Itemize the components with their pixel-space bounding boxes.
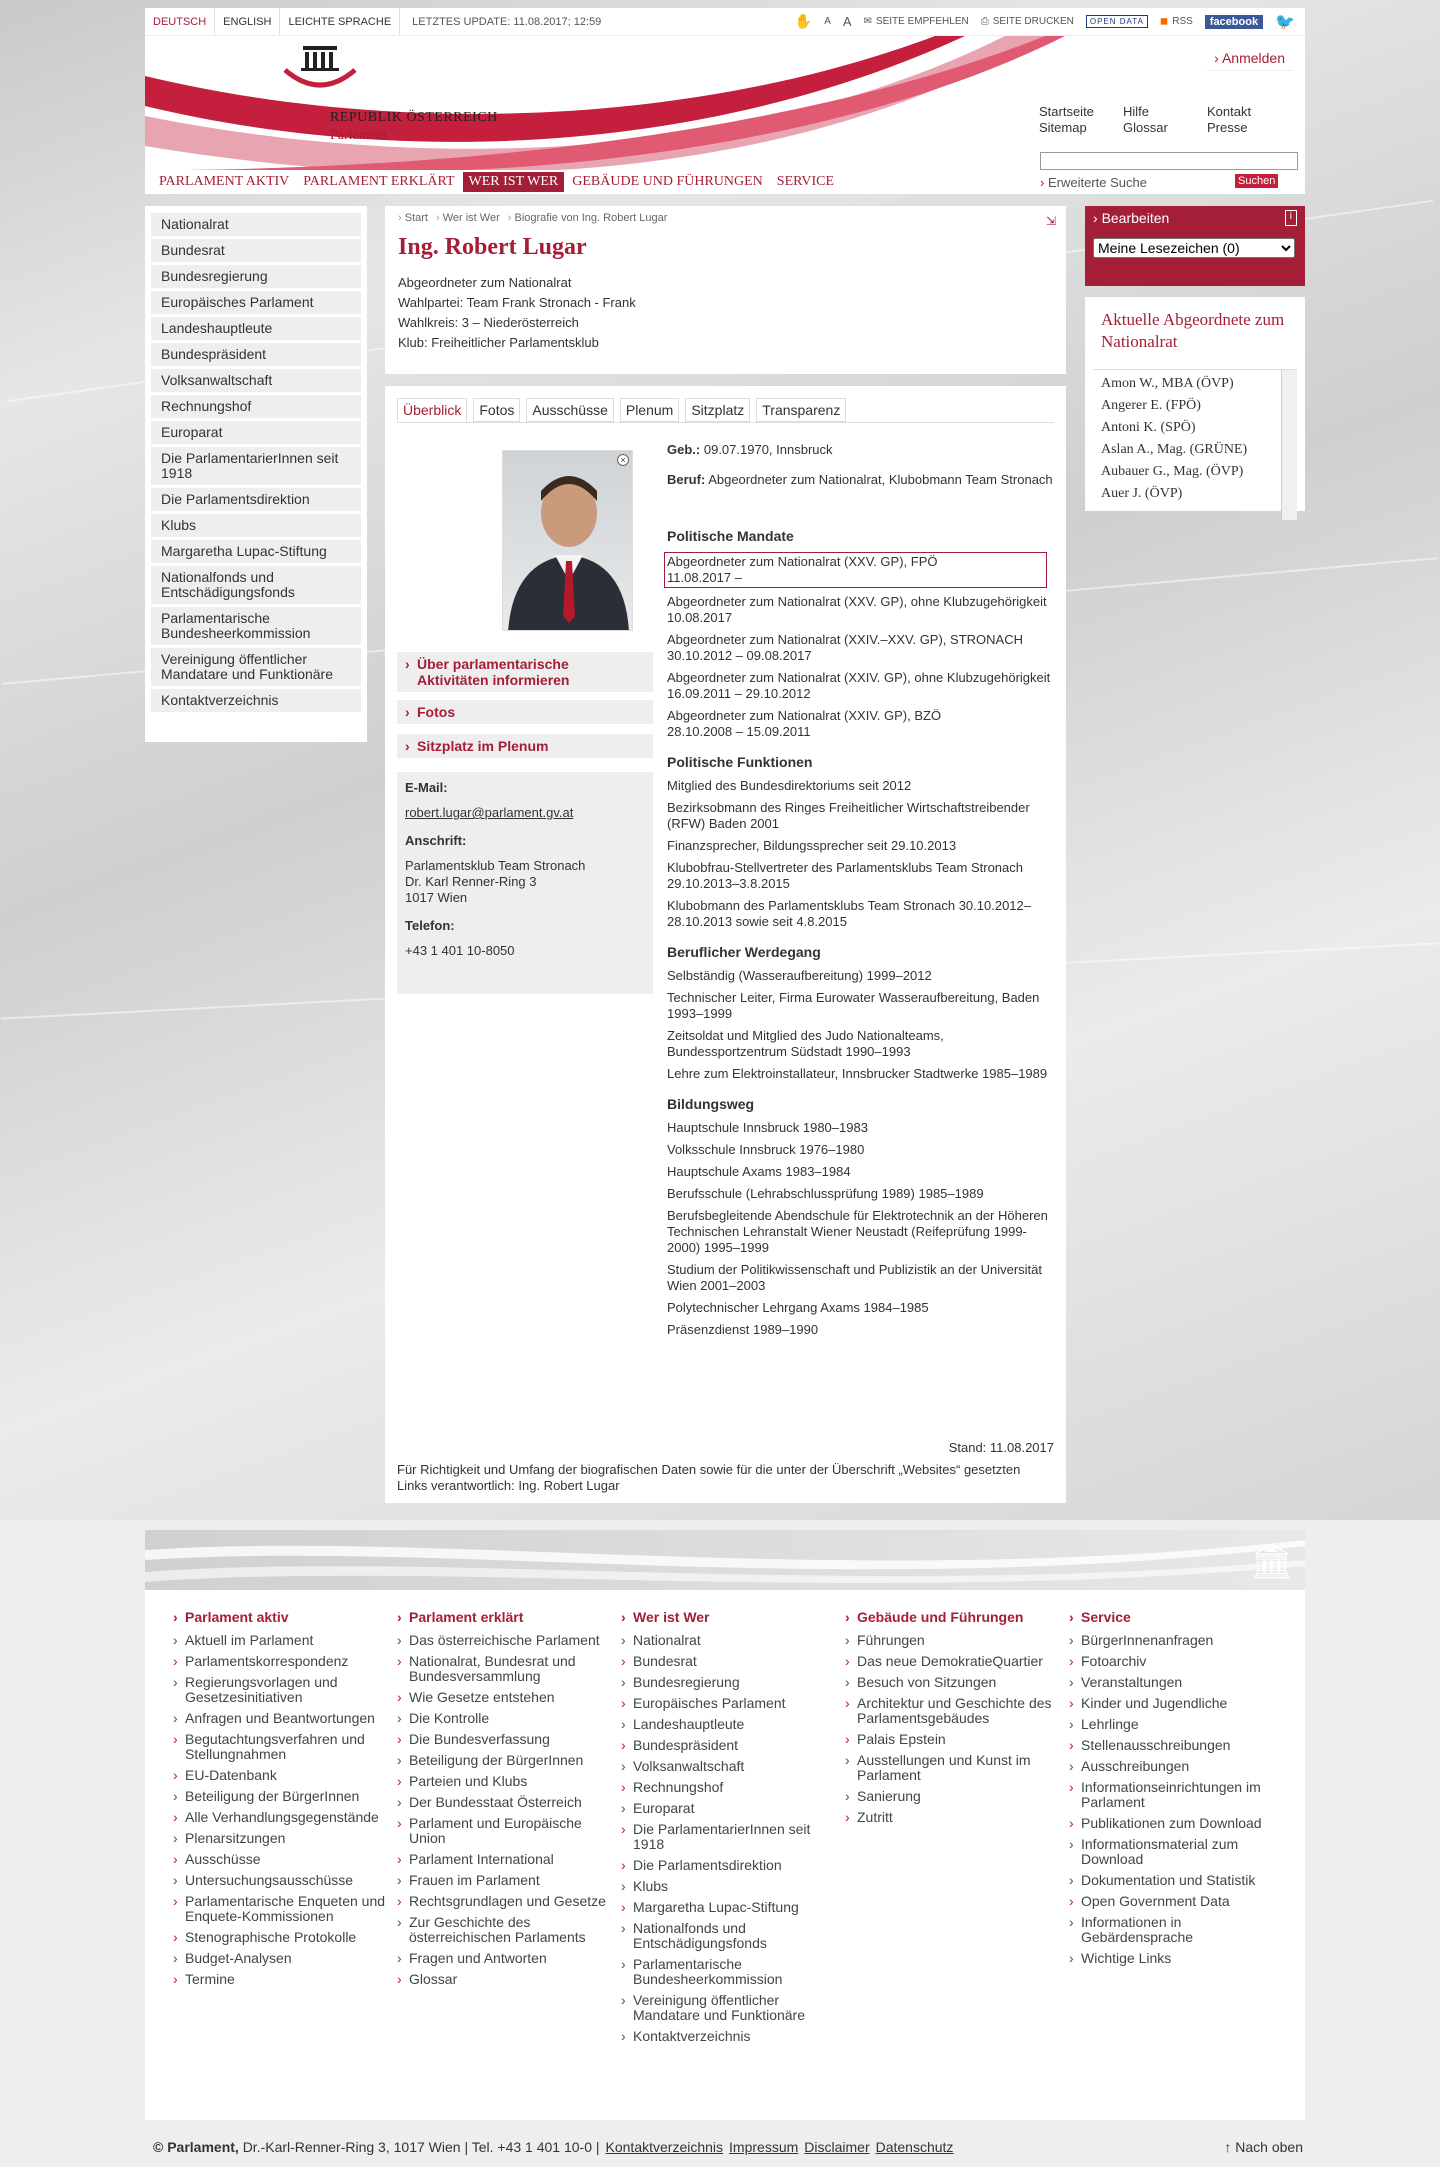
- sidebar-item-europarat[interactable]: Europarat: [151, 421, 361, 444]
- rss-link[interactable]: [1160, 16, 1193, 27]
- footer-link[interactable]: › Termine: [173, 1972, 397, 1987]
- person-district: Wahlkreis: 3 – Niederösterreich: [398, 315, 579, 330]
- footer-column: [1069, 1610, 1293, 2050]
- bottom-link-datenschutz[interactable]: Datenschutz: [875, 2139, 954, 2155]
- sidebar-item-kontakt[interactable]: Kontaktverzeichnis: [151, 689, 361, 712]
- footer-link[interactable]: › Zutritt: [845, 1810, 1069, 1825]
- footer-link[interactable]: › Margaretha Lupac-Stiftung: [621, 1900, 845, 1915]
- footer-link[interactable]: › Frauen im Parlament: [397, 1873, 621, 1888]
- education-heading: Bildungsweg: [667, 1096, 755, 1112]
- tab-transparency[interactable]: Transparenz: [756, 398, 846, 422]
- crumb-wer-ist-wer[interactable]: › Wer ist Wer: [436, 212, 500, 224]
- footer-link[interactable]: › Informationen in Gebärdensprache: [1069, 1915, 1293, 1945]
- search-button[interactable]: Suchen: [1235, 174, 1278, 188]
- footer-link[interactable]: › Parlament International: [397, 1852, 621, 1867]
- member-item[interactable]: Amon W., MBA (ÖVP): [1101, 376, 1234, 391]
- portrait-photo[interactable]: [502, 450, 633, 631]
- career-item: Technischer Leiter, Firma Eurowater Wasseraufbereitung, Baden 1993–1999: [667, 990, 1040, 1021]
- top-bar: [145, 8, 1305, 36]
- recommend-button[interactable]: [864, 16, 969, 27]
- footer-link[interactable]: › Glossar: [397, 1972, 621, 1987]
- parliament-logo-icon[interactable]: [275, 40, 365, 90]
- footer-link[interactable]: › Besuch von Sitzungen: [845, 1675, 1069, 1690]
- address-line: 1017 Wien: [405, 890, 468, 905]
- footer-parliament-icon: 🏛: [1249, 1543, 1293, 1581]
- back-to-top-link[interactable]: [1224, 2139, 1303, 2155]
- header-links: [1039, 104, 1291, 136]
- footer-link[interactable]: › Ausstellungen und Kunst im Parlament: [845, 1753, 1069, 1783]
- sidebar-item-parlamentsdirektion[interactable]: Die Parlamentsdirektion: [151, 488, 361, 511]
- footer-link[interactable]: › Volksanwaltschaft: [621, 1759, 845, 1774]
- footer-link[interactable]: › Parlamentarische Bundesheerkommission: [621, 1957, 845, 1987]
- copyright-address: Dr.-Karl-Renner-Ring 3, 1017 Wien | Tel. +43 1 401 10-0 |: [242, 2139, 600, 2155]
- sidebar-item-parlamentarierinnen[interactable]: Die ParlamentarierInnen seit 1918: [151, 447, 361, 485]
- link-presse[interactable]: Presse: [1207, 120, 1248, 135]
- footer-link[interactable]: › Veranstaltungen: [1069, 1675, 1293, 1690]
- toolbar: [795, 12, 1305, 32]
- breadcrumb: [398, 212, 1053, 224]
- page-title: Ing. Robert Lugar: [398, 234, 587, 260]
- chevron-right-icon: ›: [1093, 210, 1102, 226]
- career-item: Selbständig (Wasseraufbereitung) 1999–2012: [667, 968, 932, 983]
- tab-overview[interactable]: Überblick: [397, 398, 467, 422]
- footer-column: [621, 1610, 845, 2050]
- nav-parlament-aktiv[interactable]: PARLAMENT AKTIV: [159, 174, 290, 189]
- arrow-up-icon: ↑: [1224, 2139, 1236, 2155]
- portrait-image: [503, 451, 633, 631]
- bottom-bar: [153, 2139, 1303, 2155]
- mandate-title: Abgeordneter zum Nationalrat (XXIV. GP), ohne Klubzugehörigkeit: [667, 670, 1051, 685]
- email-label: E-Mail:: [405, 780, 448, 795]
- footer-link[interactable]: › Zur Geschichte des österreichischen Parlaments: [397, 1915, 621, 1945]
- rss-icon: ◼: [1159, 16, 1169, 27]
- footer-link[interactable]: › Wichtige Links: [1069, 1951, 1293, 1966]
- lang-easy[interactable]: LEICHTE SPRACHE: [280, 8, 400, 35]
- footer-column: [397, 1610, 621, 2050]
- logo-line1: REPUBLIK ÖSTERREICH: [330, 110, 498, 125]
- career-heading: Beruflicher Werdegang: [667, 944, 821, 960]
- print-label: SEITE DRUCKEN: [992, 16, 1074, 27]
- nav-wer-ist-wer[interactable]: WER IST WER: [463, 172, 565, 192]
- biography: [667, 442, 1057, 1344]
- footer-link[interactable]: › Der Bundesstaat Österreich: [397, 1795, 621, 1810]
- mandate-item: [667, 632, 1057, 664]
- edit-title[interactable]: [1093, 210, 1169, 226]
- footer-link[interactable]: › Lehrlinge: [1069, 1717, 1293, 1732]
- footer-link[interactable]: › Informationseinrichtungen im Parlament: [1069, 1780, 1293, 1810]
- footer-link[interactable]: › Das neue DemokratieQuartier: [845, 1654, 1069, 1669]
- sidebar: [145, 206, 367, 742]
- current-members-box: [1085, 297, 1305, 511]
- footer-columns: [173, 1610, 1293, 2050]
- footer-link[interactable]: › Palais Epstein: [845, 1732, 1069, 1747]
- footer-link[interactable]: › Budget-Analysen: [173, 1951, 397, 1966]
- job: [667, 472, 1057, 488]
- career-item: Zeitsoldat und Mitglied des Judo Nationalteams, Bundessportzentrum Südstadt 1990–1993: [667, 1028, 944, 1059]
- footer-link[interactable]: › Parlament und Europäische Union: [397, 1816, 621, 1846]
- mandate-title: Abgeordneter zum Nationalrat (XXV. GP), FPÖ: [667, 554, 938, 569]
- disclaimer: Für Richtigkeit und Umfang der biografischen Daten sowie für die unter der Überschrift „Websites“ gesetzten Links verantwortlich: Ing. Robert Lugar: [397, 1462, 1021, 1493]
- print-icon: ⎙: [980, 16, 989, 27]
- footer-link[interactable]: › Aktuell im Parlament: [173, 1633, 397, 1648]
- member-item[interactable]: Angerer E. (FPÖ): [1101, 398, 1201, 413]
- font-small-button[interactable]: A: [824, 16, 831, 27]
- font-large-button[interactable]: A: [842, 14, 852, 29]
- bookmark-icon[interactable]: ⇲: [1045, 214, 1056, 228]
- footer-link[interactable]: › Sanierung: [845, 1789, 1069, 1804]
- footer-link[interactable]: › EU-Datenbank: [173, 1768, 397, 1783]
- link-startseite[interactable]: Startseite: [1039, 104, 1094, 119]
- footer-link[interactable]: › Anfragen und Beantwortungen: [173, 1711, 397, 1726]
- footer-link[interactable]: › Bundesregierung: [621, 1675, 845, 1690]
- login-label: Anmelden: [1221, 50, 1285, 66]
- footer-column-title[interactable]: › Wer ist Wer: [621, 1610, 845, 1625]
- lang-german[interactable]: DEUTSCH: [145, 8, 215, 35]
- footer-link[interactable]: › Fragen und Antworten: [397, 1951, 621, 1966]
- footer-link[interactable]: › Architektur und Geschichte des Parlamentsgebäudes: [845, 1696, 1069, 1726]
- education-item: Studium der Politikwissenschaft und Publizistik an der Universität Wien 2001–2003: [667, 1262, 1043, 1293]
- footer-link[interactable]: › Die Kontrolle: [397, 1711, 621, 1726]
- member-item[interactable]: Aslan A., Mag. (GRÜNE): [1101, 442, 1248, 457]
- person-summary: [398, 273, 1053, 353]
- crumb-current: › Biografie von Ing. Robert Lugar: [508, 212, 668, 224]
- link-kontakt[interactable]: Kontakt: [1207, 104, 1252, 119]
- footer-link[interactable]: › Die Bundesverfassung: [397, 1732, 621, 1747]
- footer-link[interactable]: › Fotoarchiv: [1069, 1654, 1293, 1669]
- facebook-link[interactable]: facebook: [1205, 15, 1263, 29]
- footer: [145, 1530, 1305, 2120]
- function-item: Bezirksobmann des Ringes Freiheitlicher Wirtschaftstreibender (RFW) Baden 2001: [667, 800, 1030, 831]
- footer-link[interactable]: › Rechtsgrundlagen und Gesetze: [397, 1894, 621, 1909]
- sidebar-item-bundesheerkommission[interactable]: Parlamentarische Bundesheerkommission: [151, 607, 361, 645]
- sidebar-item-volksanwaltschaft[interactable]: Volksanwaltschaft: [151, 369, 361, 392]
- rss-label: RSS: [1172, 16, 1193, 27]
- footer-link[interactable]: › Ausschüsse: [173, 1852, 397, 1867]
- mandate-date: 30.10.2012 – 09.08.2017: [667, 648, 812, 663]
- member-item[interactable]: Auer J. (ÖVP): [1101, 486, 1183, 501]
- career-item: Lehre zum Elektroinstallateur, Innsbrucker Stadtwerke 1985–1989: [667, 1066, 1048, 1081]
- footer-link[interactable]: › Publikationen zum Download: [1069, 1816, 1293, 1831]
- close-icon[interactable]: ×: [617, 454, 629, 466]
- search-box: [1030, 148, 1305, 194]
- email-link[interactable]: robert.lugar@parlament.gv.at: [405, 805, 574, 820]
- address-line: Dr. Karl Renner-Ring 3: [405, 874, 537, 889]
- footer-link[interactable]: › Nationalfonds und Entschädigungsfonds: [621, 1921, 845, 1951]
- mandate-date: 28.10.2008 – 15.09.2011: [667, 724, 811, 739]
- footer-link[interactable]: › BürgerInnenanfragen: [1069, 1633, 1293, 1648]
- footer-link[interactable]: › Parteien und Klubs: [397, 1774, 621, 1789]
- back-to-top-label: Nach oben: [1235, 2139, 1303, 2155]
- edit-box: [1085, 206, 1305, 286]
- sidebar-item-bundespraesident[interactable]: Bundespräsident: [151, 343, 361, 366]
- mail-icon: ✉: [863, 16, 872, 27]
- birth: [667, 442, 1057, 458]
- seat-button[interactable]: › Sitzplatz im Plenum: [397, 734, 653, 758]
- footer-link[interactable]: › Parlamentarische Enqueten und Enquete-Kommissionen: [173, 1894, 397, 1924]
- footer-link[interactable]: › Open Government Data: [1069, 1894, 1293, 1909]
- address-line: Parlamentsklub Team Stronach: [405, 858, 586, 873]
- footer-column-title[interactable]: › Service: [1069, 1610, 1293, 1625]
- education-item: Berufsbegleitende Abendschule für Elektrotechnik an der Höheren Technischen Lehranstalt Wiener Neustadt (Reifeprüfung 1999-2000) 1995–1999: [667, 1208, 1048, 1255]
- photos-button[interactable]: › Fotos: [397, 700, 653, 724]
- footer-link[interactable]: › Dokumentation und Statistik: [1069, 1873, 1293, 1888]
- sidebar-item-vereinigung[interactable]: Vereinigung öffentlicher Mandatare und Funktionäre: [151, 648, 361, 686]
- function-item: Mitglied des Bundesdirektoriums seit 2012: [667, 778, 912, 793]
- education-item: Berufsschule (Lehrabschlussprüfung 1989) 1985–1989: [667, 1186, 984, 1201]
- tab-plenary[interactable]: Plenum: [620, 398, 679, 422]
- copyright-label: © Parlament,: [153, 2139, 239, 2155]
- footer-column-title[interactable]: › Gebäude und Führungen: [845, 1610, 1069, 1625]
- birth-label: Geb.:: [667, 442, 701, 457]
- footer-link[interactable]: › Plenarsitzungen: [173, 1831, 397, 1846]
- footer-link[interactable]: › Wie Gesetze entstehen: [397, 1690, 621, 1705]
- footer-column-title[interactable]: › Parlament erklärt: [397, 1610, 621, 1625]
- info-icon[interactable]: i: [1285, 210, 1297, 226]
- education-item: Volksschule Innsbruck 1976–1980: [667, 1142, 865, 1157]
- person-club: Klub: Freiheitlicher Parlamentsklub: [398, 335, 599, 350]
- sidebar-item-rechnungshof[interactable]: Rechnungshof: [151, 395, 361, 418]
- footer-link[interactable]: › Alle Verhandlungsgegenstände: [173, 1810, 397, 1825]
- mandate-item: [667, 670, 1057, 702]
- footer-link[interactable]: › Ausschreibungen: [1069, 1759, 1293, 1774]
- tab-photos[interactable]: Fotos: [473, 398, 520, 422]
- footer-link[interactable]: › Europarat: [621, 1801, 845, 1816]
- footer-link[interactable]: › Bundesrat: [621, 1654, 845, 1669]
- login-link[interactable]: › Anmelden: [1206, 46, 1293, 71]
- function-item: Finanzsprecher, Bildungssprecher seit 29.10.2013: [667, 838, 957, 853]
- footer-link[interactable]: › Rechnungshof: [621, 1780, 845, 1795]
- education-item: Hauptschule Innsbruck 1980–1983: [667, 1120, 868, 1135]
- mandate-date: 16.09.2011 – 29.10.2012: [667, 686, 811, 701]
- footer-link[interactable]: › Nationalrat, Bundesrat und Bundesversammlung: [397, 1654, 621, 1684]
- job-label: Beruf:: [667, 472, 706, 487]
- phone: +43 1 401 10-8050: [405, 943, 515, 958]
- footer-link[interactable]: › Vereinigung öffentlicher Mandatare und Funktionäre: [621, 1993, 845, 2023]
- advanced-search-label: Erweiterte Suche: [1047, 175, 1147, 190]
- footer-link[interactable]: › Die Parlamentsdirektion: [621, 1858, 845, 1873]
- nav-parlament-erklaert[interactable]: PARLAMENT ERKLÄRT: [303, 174, 455, 189]
- search-input[interactable]: [1040, 152, 1298, 170]
- footer-link[interactable]: › Bundespräsident: [621, 1738, 845, 1753]
- link-glossar[interactable]: Glossar: [1123, 120, 1168, 135]
- logo-line2: Parlament: [330, 128, 387, 143]
- stand-date: Stand: 11.08.2017: [948, 1440, 1054, 1455]
- link-hilfe[interactable]: Hilfe: [1123, 104, 1150, 119]
- footer-link[interactable]: › Begutachtungsverfahren und Stellungnahmen: [173, 1732, 397, 1762]
- footer-link[interactable]: › Europäisches Parlament: [621, 1696, 845, 1711]
- footer-band: [145, 1530, 1305, 1590]
- twitter-icon[interactable]: 🐦: [1275, 13, 1295, 31]
- sidebar-item-landeshauptleute[interactable]: Landeshauptleute: [151, 317, 361, 340]
- footer-link[interactable]: › Untersuchungsausschüsse: [173, 1873, 397, 1888]
- footer-link[interactable]: › Die ParlamentarierInnen seit 1918: [621, 1822, 845, 1852]
- footer-link[interactable]: › Nationalrat: [621, 1633, 845, 1648]
- footer-link[interactable]: › Stellenausschreibungen: [1069, 1738, 1293, 1753]
- footer-link[interactable]: › Regierungsvorlagen und Gesetzesinitiativen: [173, 1675, 397, 1705]
- list-scrollbar[interactable]: [1281, 370, 1297, 520]
- last-update: LETZTES UPDATE: 11.08.2017; 12:59: [412, 15, 602, 28]
- sidebar-item-bundesregierung[interactable]: Bundesregierung: [151, 265, 361, 288]
- bottom-link-disclaimer[interactable]: Disclaimer: [804, 2139, 870, 2155]
- sidebar-item-nationalrat[interactable]: Nationalrat: [151, 213, 361, 236]
- crumb-start[interactable]: › Start: [398, 212, 428, 224]
- sidebar-item-eu-parlament[interactable]: Europäisches Parlament: [151, 291, 361, 314]
- footer-link[interactable]: › Das österreichische Parlament: [397, 1633, 621, 1648]
- mandate-item: [664, 552, 1047, 588]
- person-role: Abgeordneter zum Nationalrat: [398, 275, 572, 290]
- footer-link[interactable]: › Informationsmaterial zum Download: [1069, 1837, 1293, 1867]
- function-item: Klubobfrau-Stellvertreter des Parlamentsklubs Team Stronach 29.10.2013–3.8.2015: [667, 860, 1023, 891]
- footer-column: [845, 1610, 1069, 2050]
- nav-service[interactable]: SERVICE: [776, 174, 835, 189]
- profile-tabs: [397, 398, 846, 422]
- footer-link[interactable]: › Parlamentskorrespondenz: [173, 1654, 397, 1669]
- education-item: Hauptschule Axams 1983–1984: [667, 1164, 851, 1179]
- education-item: Polytechnischer Lehrgang Axams 1984–1985: [667, 1300, 929, 1315]
- footer-link[interactable]: › Beteiligung der BürgerInnen: [173, 1789, 397, 1804]
- footer-link[interactable]: › Landeshauptleute: [621, 1717, 845, 1732]
- lang-english[interactable]: ENGLISH: [215, 8, 280, 35]
- address: [405, 858, 645, 906]
- footer-link[interactable]: › Stenographische Protokolle: [173, 1930, 397, 1945]
- current-members-list: [1093, 369, 1297, 509]
- mandate-date: 10.08.2017: [667, 610, 733, 625]
- mandate-item: [667, 708, 1057, 740]
- mandate-title: Abgeordneter zum Nationalrat (XXV. GP), ohne Klubzugehörigkeit: [667, 594, 1047, 609]
- member-item[interactable]: Aubauer G., Mag. (ÖVP): [1101, 464, 1244, 479]
- footer-link[interactable]: › Führungen: [845, 1633, 1069, 1648]
- activities-button[interactable]: › Über parlamentarische Aktivitäten informieren: [397, 652, 653, 692]
- person-party: Wahlpartei: Team Frank Stronach - Frank: [398, 295, 636, 310]
- tab-committees[interactable]: Ausschüsse: [526, 398, 613, 422]
- contact-box: [397, 772, 653, 994]
- function-item: Klubobmann des Parlamentsklubs Team Stronach 30.10.2012–28.10.2013 sowie seit 4.8.2015: [667, 898, 1031, 929]
- footer-link[interactable]: › Klubs: [621, 1879, 845, 1894]
- bottom-link-kontakt[interactable]: Kontaktverzeichnis: [605, 2139, 724, 2155]
- edit-title-text: Bearbeiten: [1101, 210, 1170, 226]
- birth-value: 09.07.1970, Innsbruck: [703, 442, 833, 457]
- mandate-date: 11.08.2017 –: [667, 570, 742, 585]
- current-members-title: Aktuelle Abgeordnete zum Nationalrat: [1101, 310, 1285, 351]
- mandates-heading: Politische Mandate: [667, 528, 794, 544]
- sidebar-item-nationalfonds[interactable]: Nationalfonds und Entschädigungsfonds: [151, 566, 361, 604]
- tab-seat[interactable]: Sitzplatz: [685, 398, 750, 422]
- phone-label: Telefon:: [405, 918, 455, 933]
- copyright: [153, 2139, 600, 2155]
- bottom-link-impressum[interactable]: Impressum: [729, 2139, 799, 2155]
- footer-link[interactable]: › Kontaktverzeichnis: [621, 2029, 845, 2044]
- sidebar-item-lupac[interactable]: Margaretha Lupac-Stiftung: [151, 540, 361, 563]
- link-sitemap[interactable]: Sitemap: [1039, 120, 1087, 135]
- tab-divider: [397, 422, 1054, 423]
- sidebar-item-klubs[interactable]: Klubs: [151, 514, 361, 537]
- nav-gebaeude[interactable]: GEBÄUDE UND FÜHRUNGEN: [572, 174, 763, 189]
- profile-panel: [385, 386, 1066, 1503]
- job-value: Abgeordneter zum Nationalrat, Klubobmann Team Stronach: [708, 472, 1053, 487]
- print-button[interactable]: [981, 16, 1074, 27]
- footer-link[interactable]: › Kinder und Jugendliche: [1069, 1696, 1293, 1711]
- accessibility-icon[interactable]: ✋: [794, 13, 813, 29]
- person-header: [385, 206, 1066, 374]
- recommend-label: SEITE EMPFEHLEN: [875, 16, 969, 27]
- advanced-search-link[interactable]: › Erweiterte Suche: [1040, 175, 1147, 190]
- sidebar-item-bundesrat[interactable]: Bundesrat: [151, 239, 361, 262]
- mandate-title: Abgeordneter zum Nationalrat (XXIV. GP), BZÖ: [667, 708, 942, 723]
- footer-link[interactable]: › Beteiligung der BürgerInnen: [397, 1753, 621, 1768]
- footer-swoosh-graphic: [145, 1530, 1305, 1590]
- open-data-link[interactable]: OPEN DATA: [1086, 15, 1148, 28]
- mandate-title: Abgeordneter zum Nationalrat (XXIV.–XXV. GP), STRONACH: [667, 632, 1023, 647]
- mandate-item: [667, 594, 1057, 626]
- bookmarks-select[interactable]: [1093, 238, 1295, 258]
- address-label: Anschrift:: [405, 833, 467, 848]
- member-item[interactable]: Antoni K. (SPÖ): [1101, 420, 1196, 435]
- footer-column-title[interactable]: › Parlament aktiv: [173, 1610, 397, 1625]
- education-item: Präsenzdienst 1989–1990: [667, 1322, 819, 1337]
- footer-column: [173, 1610, 397, 2050]
- functions-heading: Politische Funktionen: [667, 754, 813, 770]
